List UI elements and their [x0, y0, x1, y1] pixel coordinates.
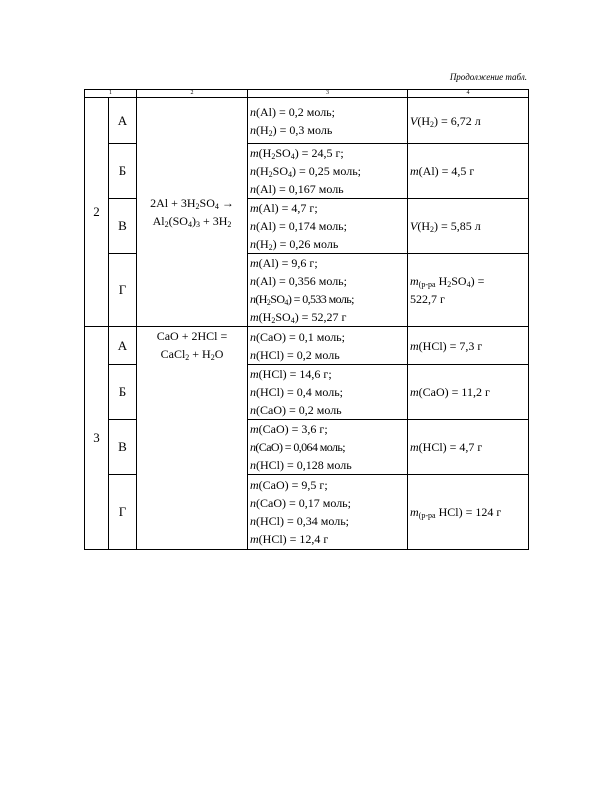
given-line: m(CaO) = 9,5 г; — [250, 478, 328, 492]
table-continuation-caption: Продолжение табл. — [449, 72, 527, 82]
given-line: $m(H_2SO_4) = 52,27$ г — [250, 310, 347, 325]
given-line: n(CaO) = 0,17 моль; — [250, 496, 351, 510]
given-line: n(HCl) = 0,34 моль; — [250, 514, 349, 528]
task-number-cell: 3 — [85, 327, 109, 550]
column-header-2: 2 — [137, 90, 248, 98]
given-line: n(CaO) = 0,1 моль; — [250, 329, 345, 344]
variant-letter-cell: Б — [109, 365, 137, 420]
table-row — [85, 98, 529, 144]
answer-line: $V(H_2) = 6,72$ л — [410, 113, 481, 129]
given-line: $n(H_2SO_4) = 0,533$ моль; — [250, 292, 354, 307]
variant-letter-cell: Г — [109, 475, 137, 550]
given-values-cell — [248, 365, 408, 420]
reaction-equation-cell — [137, 98, 248, 327]
answer-cell — [408, 475, 529, 550]
answer-line: 522,7 г — [410, 292, 445, 306]
answer-line: $V(H_2) = 5,85$ л — [410, 219, 481, 234]
answer-line: m(Al) = 4,5 г — [410, 164, 475, 178]
given-line: n(HCl) = 0,2 моль — [250, 347, 340, 362]
given-line: $n(H_2) = 0,26$ моль — [250, 237, 339, 252]
answer-cell — [408, 254, 529, 327]
answer-line: $m_{(р-ра}$ $H_2SO_4$) = — [410, 274, 485, 289]
column-header-1: 1 — [85, 90, 137, 98]
given-line: n(Al) = 0,356 моль; — [250, 274, 347, 288]
given-line: m(Al) = 9,6 г; — [250, 256, 318, 270]
variant-letter-cell: В — [109, 420, 137, 475]
answer-cell — [408, 365, 529, 420]
chemistry-problems-table — [84, 89, 529, 550]
given-line: n(Al) = 0,174 моль; — [250, 219, 347, 233]
given-values-cell — [248, 199, 408, 254]
variant-letter-cell: В — [109, 199, 137, 254]
given-line: m(HCl) = 12,4 г — [250, 532, 329, 546]
answer-line: m(CaO) = 11,2 г — [410, 385, 490, 399]
given-line: m(Al) = 4,7 г; — [250, 201, 318, 215]
equation-line-1: $2Al + 3H_2SO_4$ → — [150, 196, 234, 211]
answer-cell — [408, 420, 529, 475]
equation-line-2: $Al_2(SO_4)_3 + 3H_2$ — [152, 214, 232, 229]
given-line: $n(H_2) = 0,3$ моль — [250, 122, 333, 138]
variant-letter-cell: А — [109, 327, 137, 365]
variant-letter-cell: Б — [109, 144, 137, 199]
answer-line: $m_{(р-ра}$ HCl) = 124 г — [410, 505, 502, 520]
given-values-cell — [248, 144, 408, 199]
reaction-equation-cell — [137, 327, 248, 550]
given-values-cell — [248, 254, 408, 327]
task-number-cell: 2 — [85, 98, 109, 327]
given-line: $n(H_2SO_4) = 0,25$ моль; — [250, 164, 362, 179]
given-line: n(HCl) = 0,4 моль; — [250, 385, 343, 399]
answer-cell — [408, 327, 529, 365]
equation-line-1: CaO + 2HCl = — [156, 329, 228, 343]
variant-letter-cell: А — [109, 98, 137, 144]
answer-cell — [408, 199, 529, 254]
column-header-3: 3 — [248, 90, 408, 98]
column-header-4: 4 — [408, 90, 529, 98]
given-values-cell — [248, 420, 408, 475]
given-values-cell — [248, 327, 408, 365]
given-line: n(Al) = 0,2 моль; — [250, 104, 335, 119]
given-values-cell — [248, 98, 408, 144]
given-line: m(CaO) = 3,6 г; — [250, 422, 328, 436]
variant-letter-cell: Г — [109, 254, 137, 327]
given-line: n(CaO) = 0,2 моль — [250, 403, 342, 417]
column-header-row — [85, 90, 529, 98]
given-values-cell — [248, 475, 408, 550]
table-row — [85, 327, 529, 365]
answer-cell — [408, 144, 529, 199]
given-line: n(CaO) = 0,064 моль; — [250, 440, 345, 454]
answer-line: m(HCl) = 7,3 г — [410, 338, 483, 353]
given-line: $m(H_2SO_4) = 24,5$ г; — [250, 146, 344, 161]
given-line: n(Al) = 0,167 моль — [250, 182, 344, 196]
answer-cell — [408, 98, 529, 144]
given-line: n(HCl) = 0,128 моль — [250, 458, 352, 472]
equation-line-2: CaCl$_2$ + $H_2O$ — [160, 347, 224, 362]
given-line: m(HCl) = 14,6 г; — [250, 367, 332, 381]
answer-line: m(HCl) = 4,7 г — [410, 440, 483, 454]
